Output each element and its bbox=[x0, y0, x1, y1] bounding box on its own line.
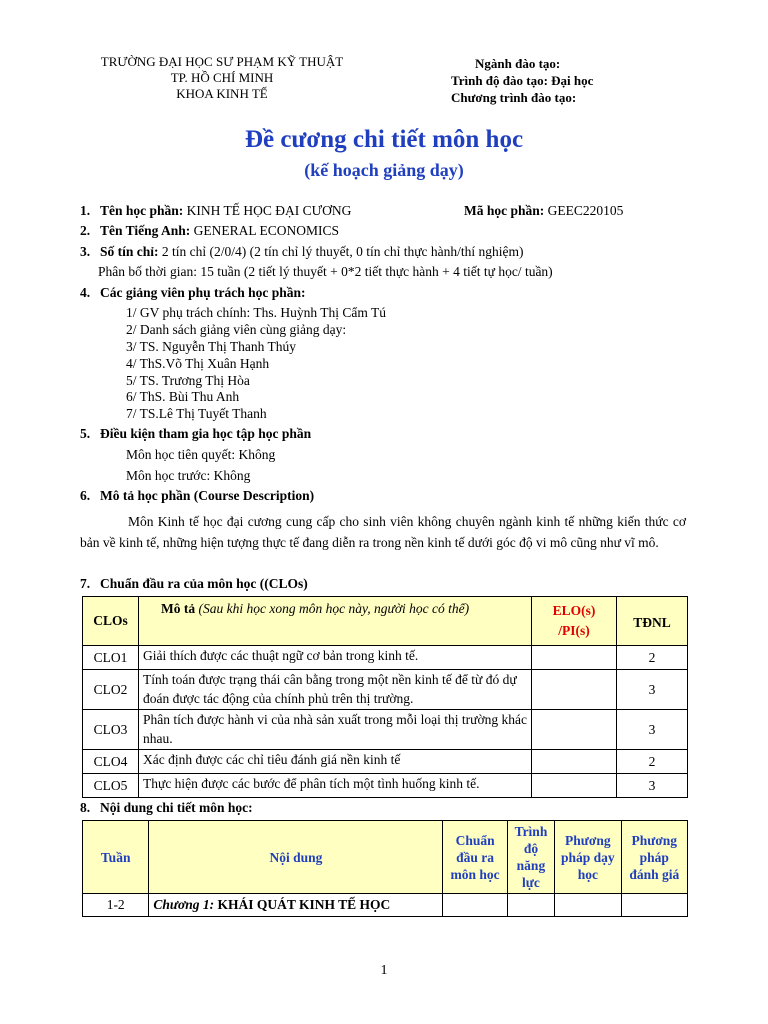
item-credits: 3. Số tín chỉ: 2 tín chỉ (2/0/4) (2 tín chỉ lý thuyết, 0 tín chỉ thực hành/thí nghiệm) bbox=[80, 244, 524, 259]
chapter-label: Chương 1: bbox=[153, 897, 215, 912]
course-code-value: GEEC220105 bbox=[547, 203, 624, 218]
item-content: 8. Nội dung chi tiết môn học: bbox=[80, 800, 253, 815]
item-english-name: 2. Tên Tiếng Anh: GENERAL ECONOMICS bbox=[80, 223, 340, 238]
nganh-dao-tao: Ngành đào tạo: bbox=[475, 56, 561, 71]
credits-value: 2 tín chỉ (2/0/4) (2 tín chỉ lý thuyết, 0 tín chỉ thực hành/thí nghiệm) bbox=[158, 244, 524, 259]
course-name-label: Tên học phần: bbox=[100, 203, 184, 218]
document-title: Đề cương chi tiết môn học bbox=[244, 126, 524, 153]
pp-day-hoc-header: Phương pháp dạy học bbox=[555, 821, 621, 894]
lecturer-2: 2/ Danh sách giảng viên cùng giảng dạy: bbox=[126, 322, 347, 337]
course-code-label: Mã học phần: bbox=[464, 203, 545, 218]
program-header bbox=[451, 55, 593, 106]
page-number: 1 bbox=[380, 963, 388, 978]
item-clos: 7. Chuẩn đầu ra của môn học ((CLOs) bbox=[80, 576, 308, 591]
table-row: CLO4 Xác định được các chỉ tiêu đánh giá nền kinh tế 2 bbox=[83, 750, 688, 774]
desc-header-note: (Sau khi học xong môn học này, người học có thể) bbox=[198, 601, 470, 616]
lecturer-6: 6/ ThS. Bùi Thu Anh bbox=[126, 389, 240, 404]
table-row: CLO2 Tính toán được trạng thái cân bằng trong một nền kinh tế để từ đó dự đoán được tác động của chính phủ trên thị trường. 3 bbox=[83, 670, 688, 710]
tdnl-header: TĐNL bbox=[617, 597, 688, 646]
item-lecturers: 4. Các giảng viên phụ trách học phần: bbox=[80, 285, 306, 300]
course-description: Môn Kinh tế học đại cương cung cấp cho sinh viên không chuyên ngành kinh tế những kiến thức cơ bản về kinh tế, những hiện tượng thực tế đang diễn ra trong nền kinh tế dưới góc độ vi mô cũng như vĩ mô. bbox=[80, 514, 686, 550]
clos-label: Chuẩn đầu ra của môn học ((CLOs) bbox=[100, 576, 308, 591]
lecturer-3: 3/ TS. Nguyễn Thị Thanh Thúy bbox=[126, 339, 297, 354]
clo-header: CLOs bbox=[83, 597, 139, 646]
school-header bbox=[82, 54, 362, 102]
description-label: Mô tả học phần (Course Description) bbox=[100, 488, 315, 503]
table-row: CLO3 Phân tích được hành vi của nhà sản xuất trong mỗi loại thị trường khác nhau. 3 bbox=[83, 710, 688, 750]
clo-table-header bbox=[83, 597, 688, 646]
prerequisite-course: Môn học tiên quyết: Không bbox=[126, 447, 276, 462]
faculty-name: KHOA KINH TẾ bbox=[176, 86, 268, 101]
chapter-title: KHÁI QUÁT KINH TẾ HỌC bbox=[217, 897, 391, 912]
content-table-header bbox=[83, 821, 688, 894]
course-name-value: KINH TẾ HỌC ĐẠI CƯƠNG bbox=[186, 203, 352, 218]
prerequisites-label: Điều kiện tham gia học tập học phần bbox=[100, 426, 312, 441]
table-row: CLO1 Giải thích được các thuật ngữ cơ bản trong kinh tế. 2 bbox=[83, 646, 688, 670]
time-allocation: Phân bố thời gian: 15 tuần (2 tiết lý thuyết + 0*2 tiết thực hành + 4 tiết tự học/ tuần) bbox=[98, 264, 553, 279]
week-cell: 1-2 bbox=[83, 894, 149, 917]
lecturer-1: 1/ GV phụ trách chính: Ths. Huỳnh Thị Cẩm Tú bbox=[126, 305, 386, 320]
item-description: 6. Mô tả học phần (Course Description) bbox=[80, 488, 315, 503]
item-prerequisites: 5. Điều kiện tham gia học tập học phần bbox=[80, 426, 312, 441]
table-row bbox=[83, 894, 688, 917]
clo-table bbox=[82, 596, 688, 798]
item-course-name: 1. Tên học phần: KINH TẾ HỌC ĐẠI CƯƠNG bbox=[80, 203, 352, 218]
credits-label: Số tín chỉ: bbox=[100, 244, 159, 259]
noi-dung-header: Nội dung bbox=[149, 821, 443, 894]
chuan-dau-ra-header: Chuẩn đầu ra môn học bbox=[443, 821, 507, 894]
desc-header: Mô tả (Sau khi học xong môn học này, người học có thể) bbox=[139, 597, 532, 646]
english-name-label: Tên Tiếng Anh: bbox=[100, 223, 191, 238]
chapter-cell bbox=[149, 894, 443, 917]
school-name-line1: TRƯỜNG ĐẠI HỌC SƯ PHẠM KỸ THUẬT bbox=[100, 54, 344, 69]
document-subtitle: (kế hoạch giảng dạy) bbox=[304, 160, 464, 180]
lecturer-7: 7/ TS.Lê Thị Tuyết Thanh bbox=[126, 406, 267, 421]
school-name-line2: TP. HỒ CHÍ MINH bbox=[170, 70, 274, 85]
content-table bbox=[82, 820, 688, 917]
trinh-do-dao-tao: Trình độ đào tạo: Đại học bbox=[451, 73, 594, 88]
elo-header: ELO(s) /PI(s) bbox=[532, 597, 617, 646]
table-row: CLO5 Thực hiện được các bước để phân tích một tình huống kinh tế. 3 bbox=[83, 774, 688, 798]
item-course-code bbox=[464, 203, 623, 219]
lecturer-4: 4/ ThS.Võ Thị Xuân Hạnh bbox=[126, 356, 270, 371]
pp-danh-gia-header: Phương pháp đánh giá bbox=[621, 821, 687, 894]
trinh-do-header: Trình độ năng lực bbox=[507, 821, 554, 894]
tuan-header: Tuần bbox=[83, 821, 149, 894]
content-label: Nội dung chi tiết môn học: bbox=[100, 800, 253, 815]
previous-course: Môn học trước: Không bbox=[126, 468, 251, 483]
lecturer-5: 5/ TS. Trương Thị Hòa bbox=[126, 373, 250, 388]
chuong-trinh-dao-tao: Chương trình đào tạo: bbox=[451, 90, 577, 105]
english-name-value: GENERAL ECONOMICS bbox=[193, 223, 340, 238]
lecturers-label: Các giảng viên phụ trách học phần: bbox=[100, 285, 306, 300]
